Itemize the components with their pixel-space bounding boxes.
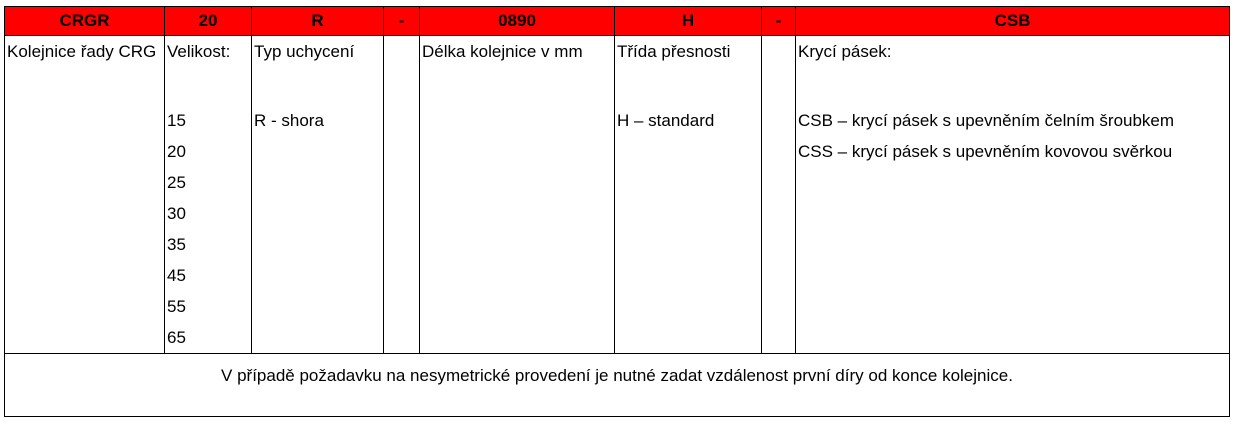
body-row [5,36,1230,354]
header-dash-2: - [762,7,796,36]
separator-cell-2 [762,36,796,354]
header-mount: R [252,7,384,36]
precision-option: H – standard [617,111,715,130]
footer-row [5,354,1230,417]
size-label: Velikost: [167,42,231,61]
precision-label: Třída přesnosti [617,42,731,61]
order-code-table-wrapper [4,6,1230,417]
size-option: 30 [167,204,186,223]
footer-note: V případě požadavku na nesymetrické provedení je nutné zadat vzdálenost první díry od konce kolejnice. [5,354,1230,417]
size-option: 35 [167,235,186,254]
size-option: 65 [167,328,186,347]
precision-cell [615,36,762,354]
header-size: 20 [165,7,252,36]
size-option: 45 [167,266,186,285]
size-option: 20 [167,142,186,161]
cover-option: CSS – krycí pásek s upevněním kovovou svěrkou [798,142,1173,161]
series-label: Kolejnice řady CRG [7,42,157,61]
header-row [5,7,1230,36]
mount-label: Typ uchycení [254,42,355,61]
mount-option: R - shora [254,111,324,130]
cover-option: CSB – krycí pásek s upevněním čelním šroubkem [798,111,1175,130]
header-dash-1: - [384,7,420,36]
mount-cell [252,36,384,354]
size-cell [165,36,252,354]
cover-cell [796,36,1230,354]
header-series: CRGR [5,7,165,36]
header-precision: H [615,7,762,36]
separator-cell-1 [384,36,420,354]
size-option: 55 [167,297,186,316]
order-code-table [4,6,1230,417]
header-length: 0890 [420,7,615,36]
length-label: Délka kolejnice v mm [422,42,583,61]
cover-label: Krycí pásek: [798,42,892,61]
size-option: 25 [167,173,186,192]
length-cell [420,36,615,354]
series-cell [5,36,165,354]
header-cover: CSB [796,7,1230,36]
size-option: 15 [167,111,186,130]
